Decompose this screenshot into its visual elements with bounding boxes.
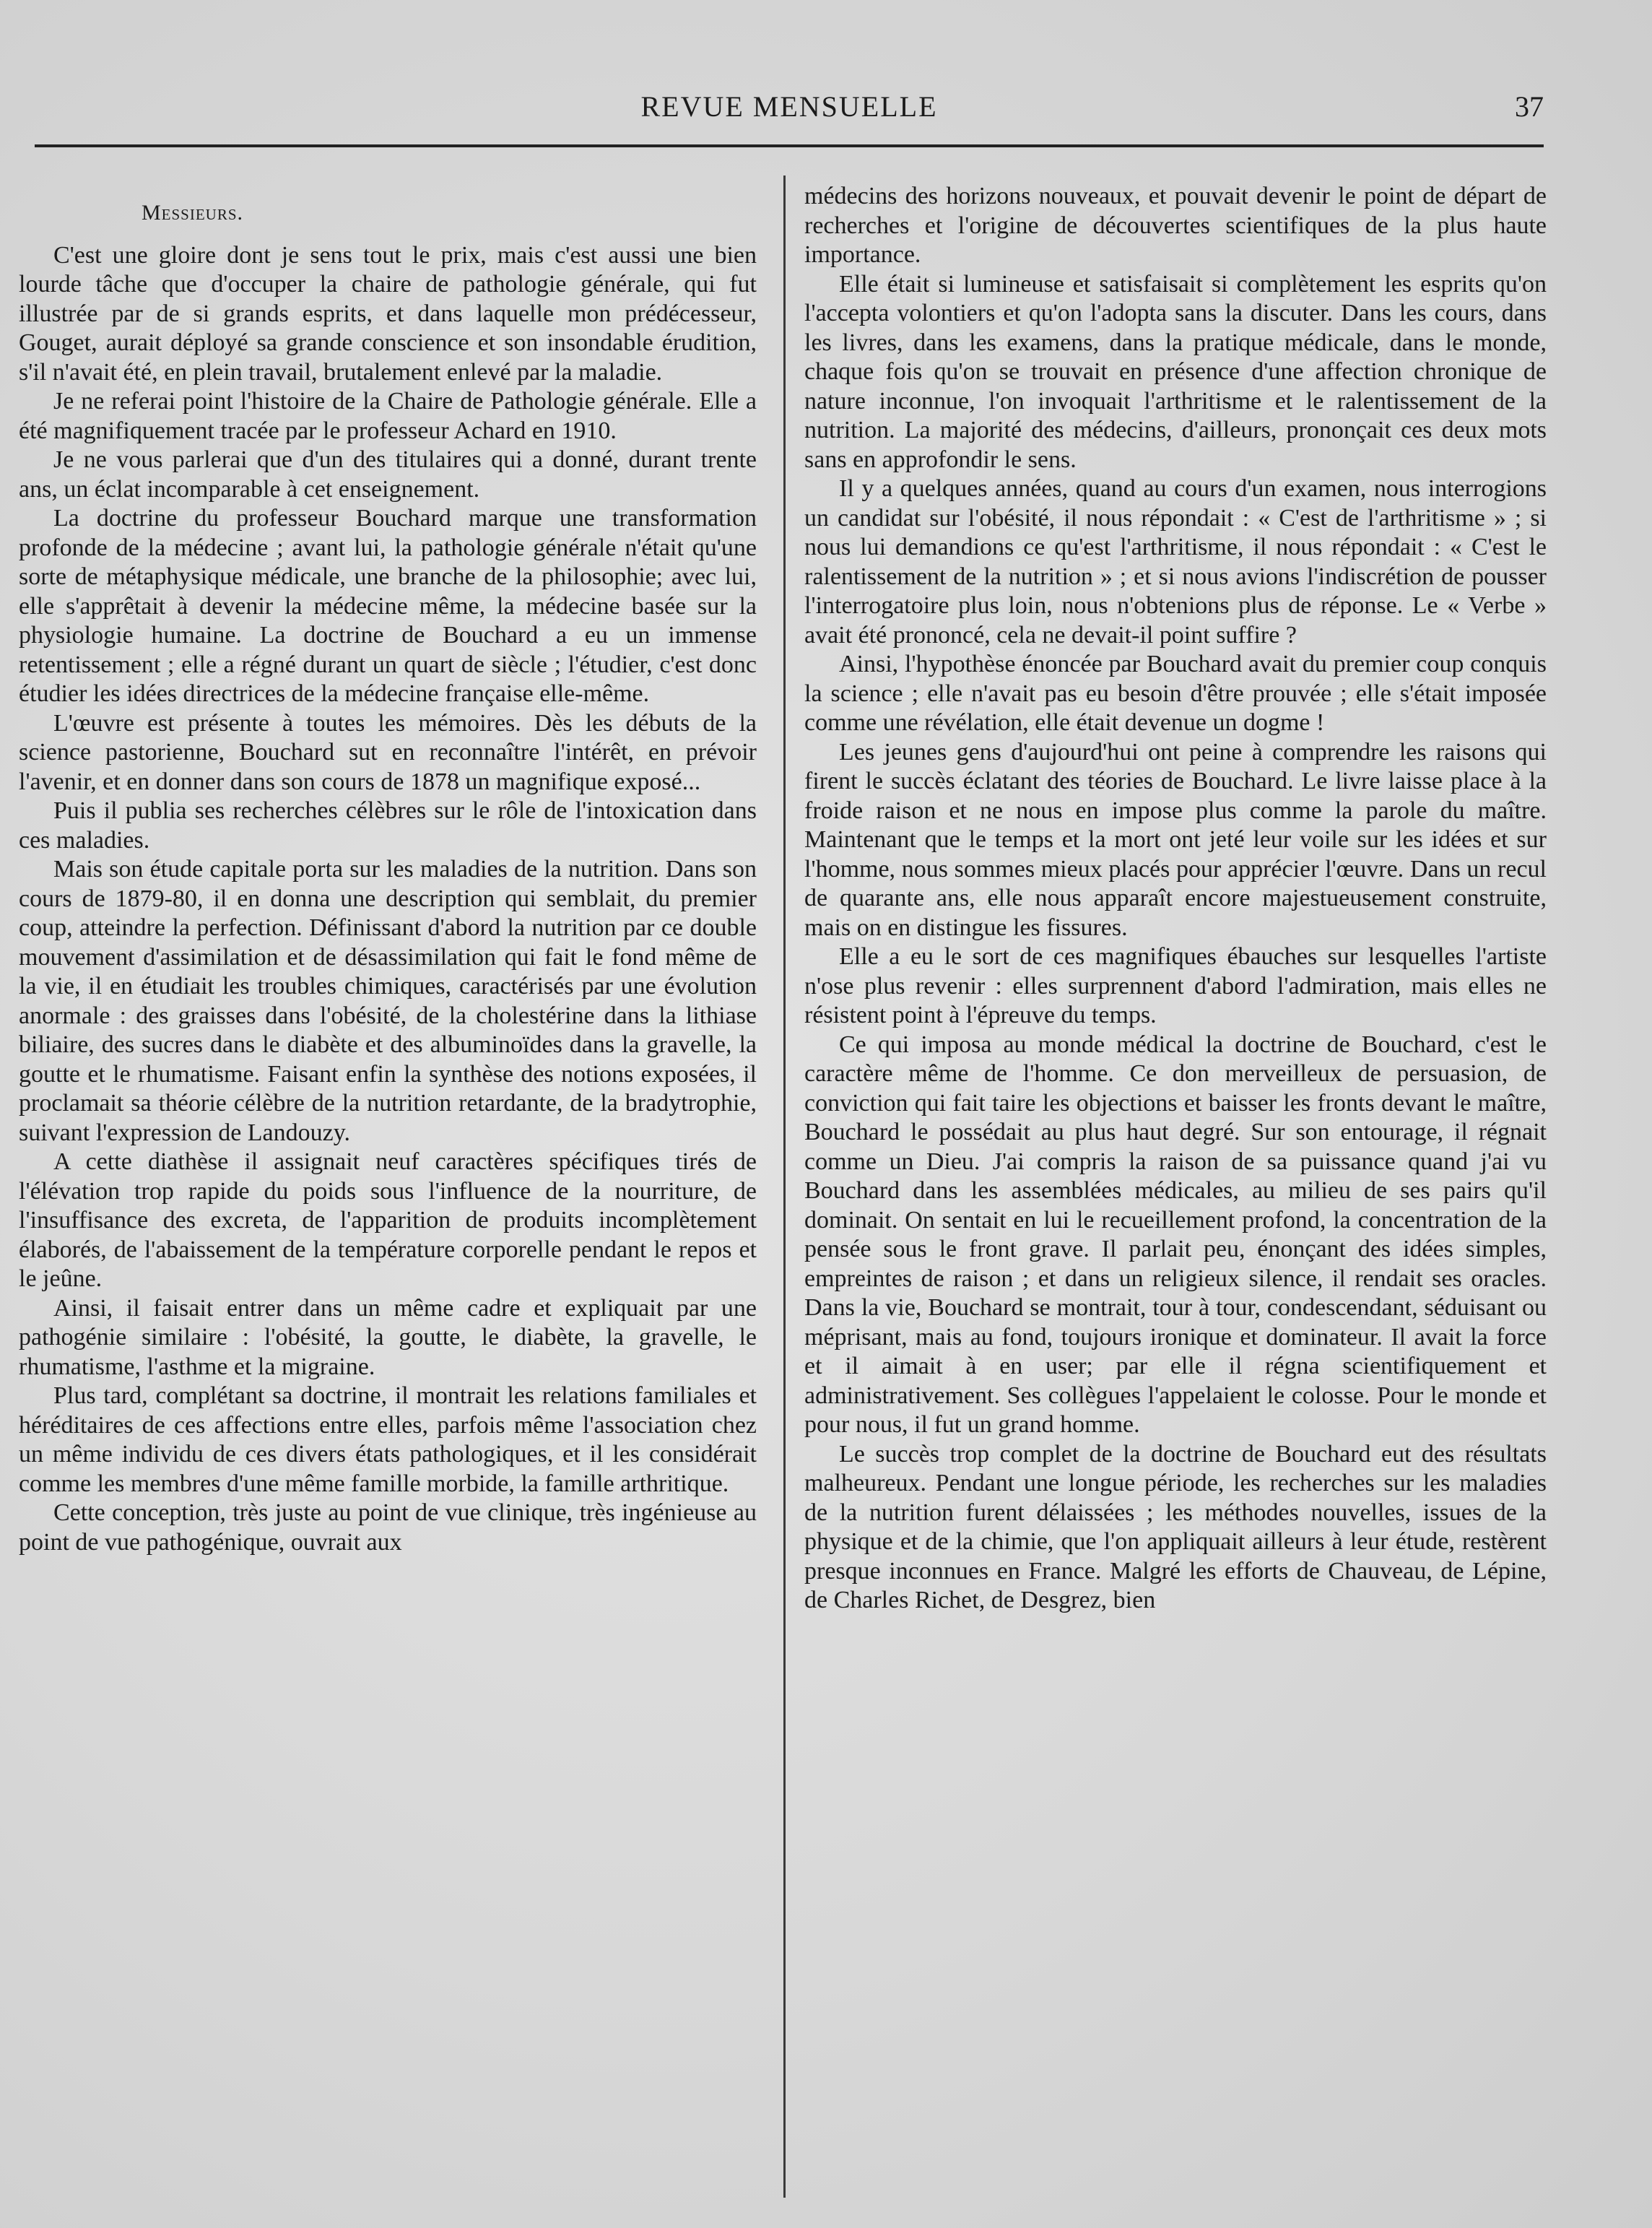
paragraph: A cette diathèse il assignait neuf caractères spécifiques tirés de l'élévation trop rapide du poids sous l'influence de la nourriture, de l'insuffisance des excreta, de l'apparition de produits incomplètement élaborés, de l'abaissement de la température corporelle pendant le repos et le jeûne. — [19, 1148, 757, 1292]
header-rule — [35, 144, 1544, 147]
paragraph: Plus tard, complétant sa doctrine, il montrait les relations familiales et héréditaires de ces affections entre elles, parfois même l'association chez un même individu de ces divers états pathologiques, et il les considérait comme les membres d'une même famille morbide, la famille arthritique. — [19, 1382, 757, 1497]
paragraph: Elle a eu le sort de ces magnifiques ébauches sur lesquelles l'artiste n'ose plus revenir : elles surprennent d'abord l'admiration, mais elles ne résistent point à l'épreuve du temps. — [804, 943, 1547, 1028]
continued-paragraph: médecins des horizons nouveaux, et pouvait devenir le point de départ de recherches et l'origine de découvertes scientifiques de la plus haute importance. — [804, 183, 1547, 268]
paragraph: Je ne referai point l'histoire de la Chaire de Pathologie générale. Elle a été magnifiquement tracée par le professeur Achard en 1910. — [19, 388, 757, 444]
paragraph: Il y a quelques années, quand au cours d'un examen, nous interrogions un candidat sur l'obésité, il nous répondait : « C'est de l'arthritisme » ; si nous lui demandions ce qu'est l'arthritisme, il nous répondait : « C'est le ralentissement de la nutrition » ; et si nous avions l'indiscrétion de pousser l'interrogatoire plus loin, nous n'obtenions plus de réponse. Le « Verbe » avait été prononcé, cela ne devait-il point suffire ? — [804, 475, 1547, 649]
paragraph: L'œuvre est présente à toutes les mémoires. Dès les débuts de la science pastorienne, Bouchard sut en reconnaître l'intérêt, en prévoir l'avenir, et en donner dans son cours de 1878 un magnifique exposé... — [19, 709, 757, 795]
paragraph: Ce qui imposa au monde médical la doctrine de Bouchard, c'est le caractère même de l'homme. Ce don merveilleux de persuasion, de conviction qui fait taire les objections et baisser les fronts devant le maître, Bouchard le possédait au plus haut degré. Sur son entourage, il régnait comme un Dieu. J'ai compris la raison de sa puissance quand j'ai vu Bouchard dans les assemblées médicales, au milieu de ses pairs qu'il dominait. On sentait en lui le recueillement profond, la concentration de la pensée sous le front grave. Il parlait peu, énonçant des idées simples, empreintes de raison ; et dans un religieux silence, il rendait ses oracles. Dans la vie, Bouchard se montrait, tour à tour, condescendant, séduisant ou méprisant, mais au fond, toujours ironique et dominateur. Il avait la force et il aimait à en user; par elle il régna scientifiquement et administrativement. Ses collègues l'appelaient le colosse. Pour le monde et pour nous, il fut un grand homme. — [804, 1031, 1547, 1438]
page-number: 37 — [1515, 90, 1544, 123]
right-column — [804, 182, 1547, 2226]
paragraph: Les jeunes gens d'aujourd'hui ont peine à comprendre les raisons qui firent le succès éclatant des téories de Bouchard. Le livre laisse place à la froide raison et ne nous en impose plus comme la parole du maître. Maintenant que le temps et la mort ont jeté leur voile sur les idées et sur l'homme, nous sommes mieux placés pour apprécier l'œuvre. Dans un recul de quarante ans, elle nous apparaît encore majestueusement construite, mais on en distingue les fissures. — [804, 738, 1547, 941]
paragraph: Mais son étude capitale porta sur les maladies de la nutrition. Dans son cours de 1879-80, il en donna une description qui semblait, du premier coup, atteindre la perfection. Définissant d'abord la nutrition par ce double mouvement d'assimilation et de désassimilation qui fait le fond même de la vie, il en étudiait les troubles chimiques, caractérisés par une évolution anormale : des graisses dans l'obésité, de la cholestérine dans la lithiase biliaire, des sucres dans le diabète et des albuminoïdes dans la gravelle, la goutte et le rhumatisme. Faisant enfin la synthèse des notions exposées, il proclamait sa théorie célèbre de la nutrition retardante, de la bradytrophie, suivant l'expression de Landouzy. — [19, 856, 757, 1146]
paragraph: Ainsi, l'hypothèse énoncée par Bouchard avait du premier coup conquis la science ; elle n'avait pas eu besoin d'être prouvée ; elle s'était imposée comme une révélation, elle était devenue un dogme ! — [804, 651, 1547, 736]
paragraph: Le succès trop complet de la doctrine de Bouchard eut des résultats malheureux. Pendant une longue période, les recherches sur les maladies de la nutrition furent délaissées ; les méthodes nouvelles, issues de la physique et de la chimie, que l'on appliquait ailleurs à leur étude, restèrent presque inconnues en France. Malgré les efforts de Chauveau, de Lépine, de Charles Richet, de Desgrez, bien — [804, 1440, 1547, 1613]
page-header — [35, 85, 1544, 129]
paragraph: Ainsi, il faisait entrer dans un même cadre et expliquait par une pathogénie similaire : l'obésité, la goutte, le diabète, la gravelle, le rhumatisme, l'asthme et la migraine. — [19, 1294, 757, 1380]
paragraph: La doctrine du professeur Bouchard marque une transformation profonde de la médecine ; avant lui, la pathologie générale n'était qu'une sorte de métaphysique médicale, une branche de la philosophie; avec lui, elle s'apprêtait à devenir la médecine même, la médecine basée sur la physiologie humaine. La doctrine de Bouchard a eu un immense retentissement ; elle a régné durant un quart de siècle ; l'étudier, c'est donc étudier les idées directrices de la médecine française elle-même. — [19, 505, 757, 707]
paragraph: Cette conception, très juste au point de vue clinique, très ingénieuse au point de vue pathogénique, ouvrait aux — [19, 1499, 757, 1556]
paragraph: Elle était si lumineuse et satisfaisait si complètement les esprits qu'on l'accepta volontiers et qu'on l'adopta sans la discuter. Dans les cours, dans les livres, dans les examens, dans la pratique médicale, dans le monde, chaque fois qu'on se trouvait en présence d'une affection chronique de nature inconnue, l'on invoquait l'arthritisme et le ralentissement de la nutrition. La majorité des médecins, d'ailleurs, prononçait ces deux mots sans en approfondir le sens. — [804, 270, 1547, 473]
salutation: Messieurs. — [142, 201, 244, 225]
paragraph: Je ne vous parlerai que d'un des titulaires qui a donné, durant trente ans, un éclat incomparable à cet enseignement. — [19, 446, 757, 503]
journal-title: REVUE MENSUELLE — [640, 90, 938, 123]
left-column — [19, 170, 757, 2214]
paragraph: Puis il publia ses recherches célèbres sur le rôle de l'intoxication dans ces maladies. — [19, 797, 757, 854]
paragraph: C'est une gloire dont je sens tout le prix, mais c'est aussi une bien lourde tâche que d'occuper la chaire de pathologie générale, qui fut illustrée par de si grands esprits, et dans laquelle mon prédécesseur, Gouget, aurait déployé sa grande conscience et son insondable érudition, s'il n'avait été, en plein travail, brutalement enlevé par la maladie. — [19, 241, 757, 386]
column-divider — [783, 175, 786, 2198]
